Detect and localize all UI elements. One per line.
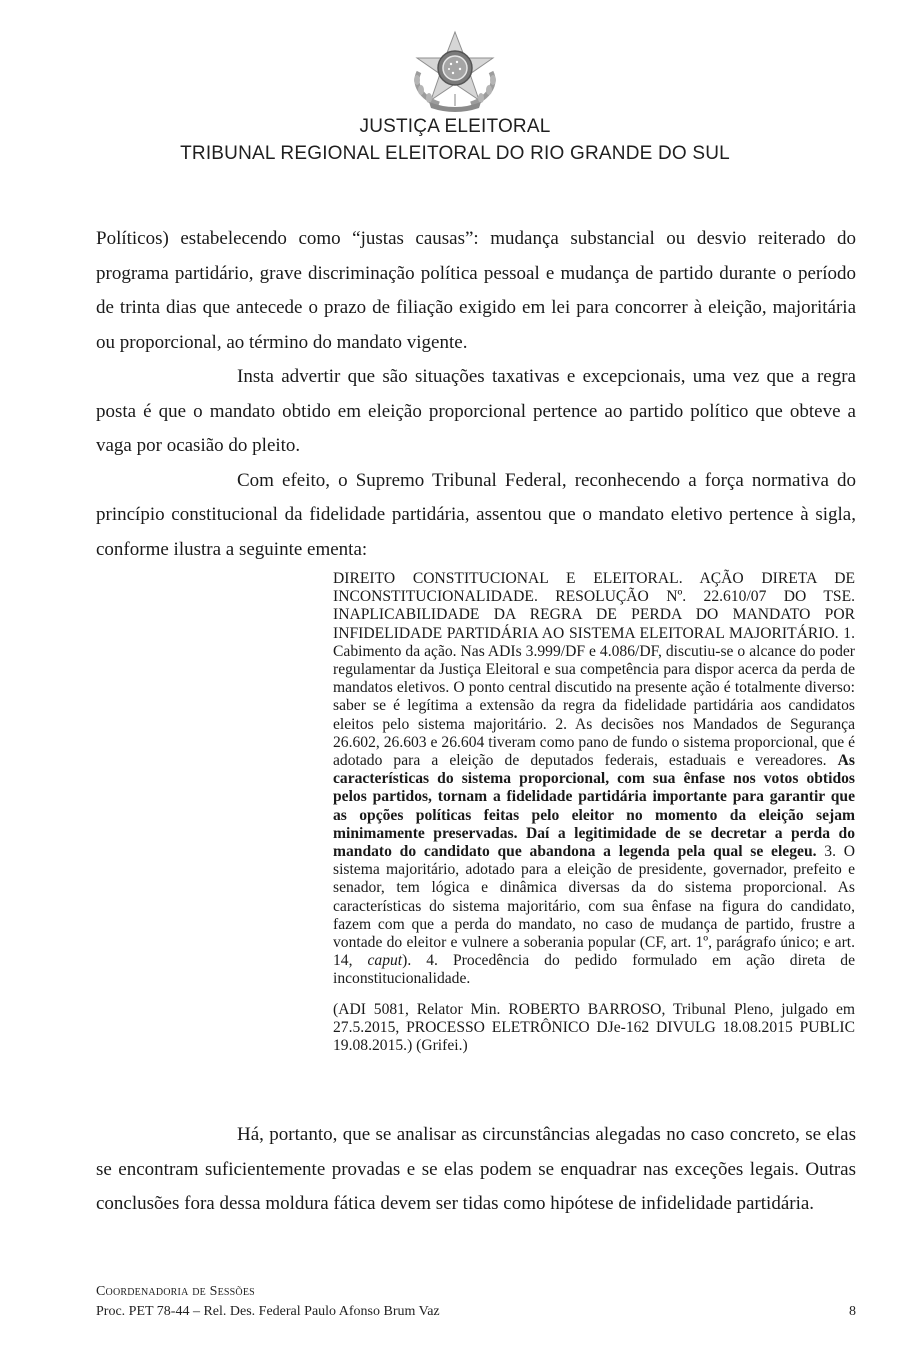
page-header (0, 28, 910, 165)
block-quote-ementa (333, 570, 855, 1055)
paragraph-1: Políticos) estabelecendo como “justas causas”: mudança substancial ou desvio reiterado do programa partidário, grave discriminação política pessoal e mudança de partido durante o período de trinta dias que antecede o prazo de filiação exigido em lei para concorrer à eleição, majoritária ou proporcional, ao término do mandato vigente. (96, 228, 856, 353)
ementa-italic: caput (367, 952, 403, 970)
footer-process: Proc. PET 78-44 – Rel. Des. Federal Paulo Afonso Brum Vaz (96, 1304, 440, 1319)
paragraph-2: Insta advertir que são situações taxativas e excepcionais, uma vez que a regra posta é que o mandato obtido em eleição proporcional pertence ao partido político que obteve a vaga por ocasião do pleito. (96, 366, 856, 456)
header-line-2: TRIBUNAL REGIONAL ELEITORAL DO RIO GRANDE DO SUL (180, 143, 730, 164)
paragraph-4: Há, portanto, que se analisar as circunstâncias alegadas no caso concreto, se elas se encontram suficientemente provadas e se elas podem se enquadrar nas exceções legais. Outras conclusões fora dessa moldura fática devem ser tidas como hipótese de infidelidade partidária. (96, 1124, 856, 1214)
footer-row (96, 1302, 856, 1322)
conclusion-text (96, 1118, 856, 1222)
ementa-emphasis: As características do sistema proporcional, com sua ênfase nos votos obtidos pelos partidos, tornam a fidelidade partidária importante para garantir que as opções políticas feitas pelo eleitor no momento da eleição sejam minimamente preservadas. Daí a legitimidade de se decretar a perda do mandato do candidato que abandona a legenda pela qual se elegeu. (333, 752, 855, 861)
footer-department: Coordenadoria de Sessões (96, 1284, 255, 1299)
ementa-part-3: ). 4. Procedência do pedido formulado em ação direta de inconstitucionalidade. (333, 952, 855, 988)
ementa-citation: (ADI 5081, Relator Min. ROBERTO BARROSO, Tribunal Pleno, julgado em 27.5.2015, PROCESSO ELETRÔNICO DJe-162 DIVULG 18.08.2015 PUBLIC 19.08.2015.) (Grifei.) (333, 1000, 855, 1055)
page-footer (96, 1282, 856, 1322)
ementa-text (333, 570, 855, 989)
ementa-part-2: 3. O sistema majoritário, adotado para a eleição de presidente, governador, prefeito e senador, tem lógica e dinâmica diversas da do sistema proporcional. As características do sistema majoritário, com sua ênfase na figura do candidato, fazem com que a perda do mandato, no caso de mudança de partido, frustre a vontade do eleitor e vulnere a soberania popular (CF, art. 1º, parágrafo único; e art. 14, (333, 843, 855, 970)
page-number: 8 (849, 1304, 856, 1319)
header-line-1: JUSTIÇA ELEITORAL (359, 116, 551, 137)
body-text (96, 222, 856, 567)
ementa-part-1: DIREITO CONSTITUCIONAL E ELEITORAL. AÇÃO DIRETA DE INCONSTITUCIONALIDADE. RESOLUÇÃO Nº. 22.610/07 DO TSE. INAPLICABILIDADE DA REGRA DE PERDA DO MANDATO POR INFIDELIDADE PARTIDÁRIA AO SISTEMA ELEITORAL MAJORITÁRIO. 1. Cabimento da ação. Nas ADIs 3.999/DF e 4.086/DF, discutiu-se o alcance do poder regulamentar da Justiça Eleitoral e sua competência para dispor acerca da perda de mandatos eletivos. O ponto central discutido na presente ação é totalmente diverso: saber se é legítima a extensão da regra da fidelidade partidária aos candidatos eleitos pelo sistema majoritário. 2. As decisões nos Mandados de Segurança 26.602, 26.603 e 26.604 tiveram como pano de fundo o sistema proporcional, que é adotado para a eleição de deputados federais, estaduais e vereadores. (333, 570, 855, 770)
brazil-coat-of-arms-icon (399, 28, 511, 112)
paragraph-3: Com efeito, o Supremo Tribunal Federal, reconhecendo a força normativa do princípio constitucional da fidelidade partidária, assentou que o mandato eletivo pertence à sigla, conforme ilustra a seguinte ementa: (96, 469, 856, 560)
